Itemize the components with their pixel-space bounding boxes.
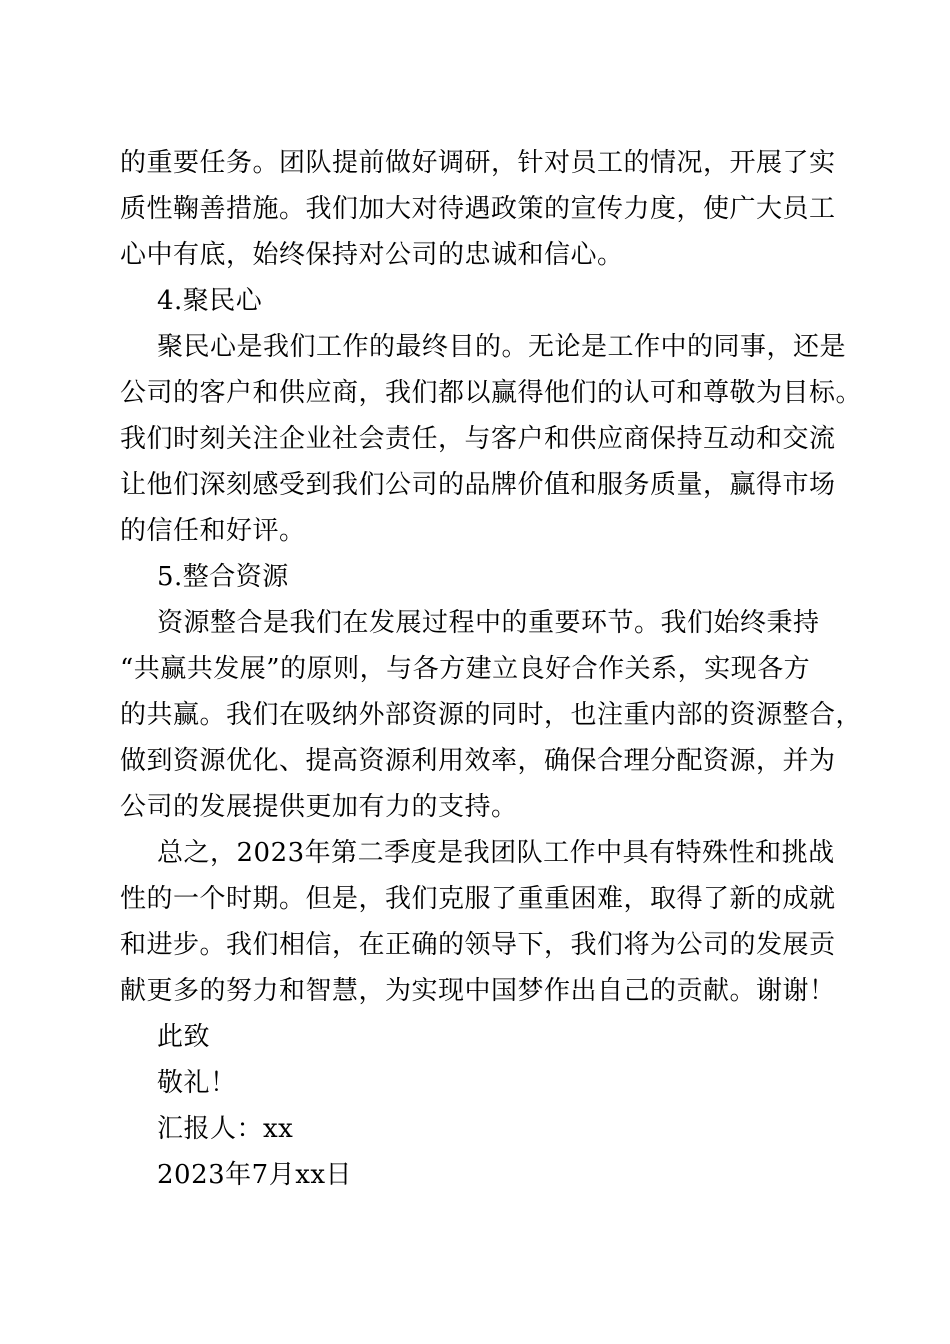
text-line: 和进步。我们相信，在正确的领导下，我们将为公司的发展贡	[120, 930, 836, 960]
text-line: 公司的客户和供应商，我们都以赢得他们的认可和尊敬为目标。	[120, 378, 863, 408]
text-line: 心中有底，始终保持对公司的忠诚和信心。	[120, 240, 624, 270]
text-line: 让他们深刻感受到我们公司的品牌价值和服务质量，赢得市场	[120, 470, 836, 500]
text-line: 质性鞠善措施。我们加大对待遇政策的宣传力度，使广大员工	[120, 194, 836, 224]
text-line: 的重要任务。团队提前做好调研，针对员工的情况，开展了实	[120, 148, 836, 178]
text-line: 公司的发展提供更加有力的支持。	[120, 792, 518, 822]
reporter-line: 汇报人：xx	[157, 1114, 294, 1144]
closing-line: 敬礼！	[157, 1068, 237, 1098]
text-line: 总之，2023年第二季度是我团队工作中具有特殊性和挑战	[157, 838, 835, 868]
text-line: 献更多的努力和智慧，为实现中国梦作出自己的贡献。谢谢！	[120, 976, 836, 1006]
date-line: 2023年7月xx日	[157, 1160, 353, 1190]
text-line: 性的一个时期。但是，我们克服了重重困难，取得了新的成就	[120, 884, 836, 914]
text-line: 做到资源优化、提高资源利用效率，确保合理分配资源，并为	[120, 746, 836, 776]
text-line: 的信任和好评。	[120, 516, 306, 546]
section-heading: 4.聚民心	[157, 286, 263, 316]
text-line: 我们时刻关注企业社会责任，与客户和供应商保持互动和交流	[120, 424, 836, 454]
text-line: 聚民心是我们工作的最终目的。无论是工作中的同事，还是	[157, 332, 847, 362]
closing-line: 此致	[157, 1022, 211, 1052]
text-line: 的共赢。我们在吸纳外部资源的同时，也注重内部的资源整合，	[120, 700, 863, 730]
section-heading: 5.整合资源	[157, 562, 289, 592]
text-line: “共赢共发展”的原则，与各方建立良好合作关系，实现各方	[120, 654, 811, 684]
text-line: 资源整合是我们在发展过程中的重要环节。我们始终秉持	[157, 608, 820, 638]
